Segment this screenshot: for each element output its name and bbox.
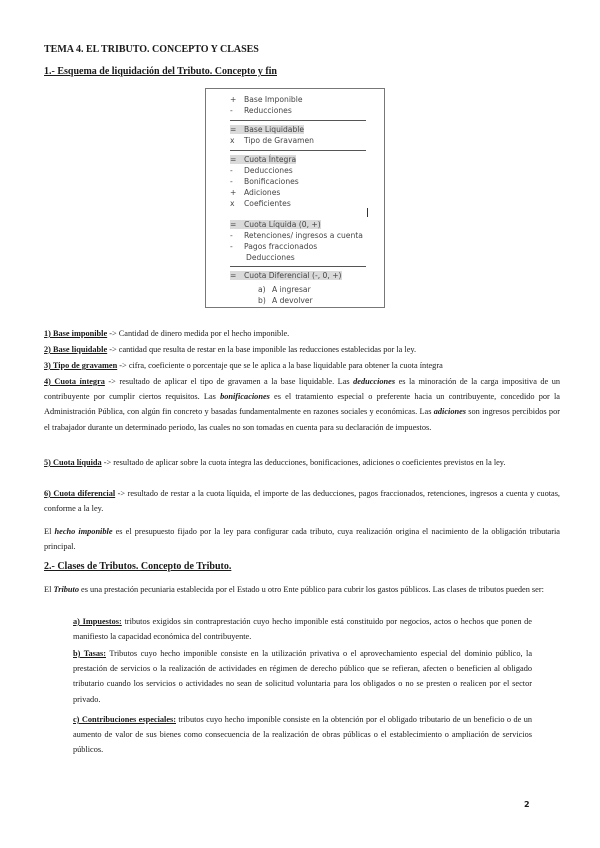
page-number: 2 bbox=[524, 800, 530, 809]
tributo-paragraph: El Tributo es una prestación pecuniaria establecida por el Estado u otro Ente público para cubrir los gastos públicos. Las clases de tributos pueden ser: bbox=[44, 585, 544, 594]
scheme-line-adiciones: + Adiciones bbox=[230, 188, 281, 197]
section-2-heading: 2.- Clases de Tributos. Concepto de Tributo. bbox=[44, 561, 232, 572]
scheme-line-reducciones: - Reducciones bbox=[230, 106, 292, 115]
scheme-line-base-liquidable: = Base Liquidable bbox=[230, 125, 305, 134]
scheme-line-cuota-liquida: = Cuota Líquida (0, +) bbox=[230, 220, 321, 229]
document-title: TEMA 4. EL TRIBUTO. CONCEPTO Y CLASES bbox=[44, 44, 259, 55]
class-tasas: b) Tasas: Tributos cuyo hecho imponible consiste en la utilización privativa o el aprovechamiento especial del dominio público, la prestación de servicios o la realización de actividades en régimen de derecho público que se refieran, afecten o beneficien al obligado tributario cuando los servicios o actividades no sean de solicitud voluntaria para los obligados o no se presten o realicen por el sector privado. bbox=[73, 649, 533, 704]
scheme-line-deducciones: - Deducciones bbox=[230, 166, 293, 175]
scheme-option-b: b) A devolver bbox=[258, 296, 313, 305]
definition-tipo-gravamen: 3) Tipo de gravamen -> cifra, coeficiente o porcentaje que se le aplica a la base liquidable para obtener la cuota íntegra bbox=[44, 361, 443, 370]
text-cursor-mark bbox=[367, 208, 368, 217]
definition-cuota-integra: 4) Cuota íntegra -> resultado de aplicar el tipo de gravamen a la base liquidable. Las deducciones es la minoración de la carga impositiva de un contribuyente por cumplir ciertos requisitos. Las bonificaciones es el tratamiento especial o preferente hacia un contribuyente, concedido por la Administración Pública, con algún fin concreto y basadas fundamentalmente en razones sociales y económicas. Las adiciones son ingresos percibidos por el trabajador durante un determinado periodo, las cuales no son tomadas en cuenta para su declaración de impuestos. bbox=[44, 377, 560, 432]
section-1-heading: 1.- Esquema de liquidación del Tributo. Concepto y fin bbox=[44, 66, 277, 77]
definition-base-liquidable: 2) Base liquidable -> cantidad que resulta de restar en la base imponible las reducciones establecidas por la ley. bbox=[44, 345, 417, 354]
definition-cuota-liquida: 5) Cuota líquida -> resultado de aplicar sobre la cuota íntegra las deducciones, bonificaciones, adiciones o coeficientes previstos en la ley. bbox=[44, 458, 506, 467]
scheme-line-coeficientes: x Coeficientes bbox=[230, 199, 291, 208]
scheme-divider bbox=[230, 120, 366, 121]
scheme-line-pagos-fraccionados: - Pagos fraccionados bbox=[230, 242, 318, 251]
scheme-line-base-imponible: + Base Imponible bbox=[230, 95, 303, 104]
scheme-line-retenciones: - Retenciones/ ingresos a cuenta bbox=[230, 231, 363, 240]
scheme-line-cuota-integra: = Cuota Íntegra bbox=[230, 155, 297, 164]
scheme-line-deducciones-2: Deducciones bbox=[246, 253, 295, 262]
hecho-imponible-paragraph: El hecho imponible es el presupuesto fijado por la ley para configurar cada tributo, cuya realización origina el nacimiento de la obligación tributaria principal. bbox=[44, 527, 560, 552]
scheme-line-cuota-diferencial: = Cuota Diferencial (-, 0, +) bbox=[230, 271, 342, 280]
class-contribuciones-especiales: c) Contribuciones especiales: tributos cuyo hecho imponible consiste en la obtención por el obligado tributario de un beneficio o de un aumento de valor de sus bienes como consecuencia de la realización de obras públicas o el establecimiento o ampliación de servicios públicos. bbox=[73, 715, 532, 755]
liquidation-scheme-box bbox=[205, 88, 385, 308]
scheme-line-tipo-gravamen: x Tipo de Gravamen bbox=[230, 136, 314, 145]
scheme-divider bbox=[230, 266, 366, 267]
definition-cuota-diferencial: 6) Cuota diferencial -> resultado de restar a la cuota líquida, el importe de las deducciones, pagos fraccionados, retenciones, ingresos a cuenta y cuotas, conforme a la ley. bbox=[44, 489, 561, 514]
class-impuestos: a) Impuestos: tributos exigidos sin contraprestación cuyo hecho imponible está constituido por negocios, actos o hechos que ponen de manifiesto la capacidad económica del contribuyente. bbox=[73, 617, 532, 642]
scheme-option-a: a) A ingresar bbox=[258, 285, 311, 294]
scheme-divider bbox=[230, 150, 366, 151]
definition-base-imponible: 1) Base imponible -> Cantidad de dinero medida por el hecho imponible. bbox=[44, 329, 290, 338]
scheme-line-bonificaciones: - Bonificaciones bbox=[230, 177, 299, 186]
